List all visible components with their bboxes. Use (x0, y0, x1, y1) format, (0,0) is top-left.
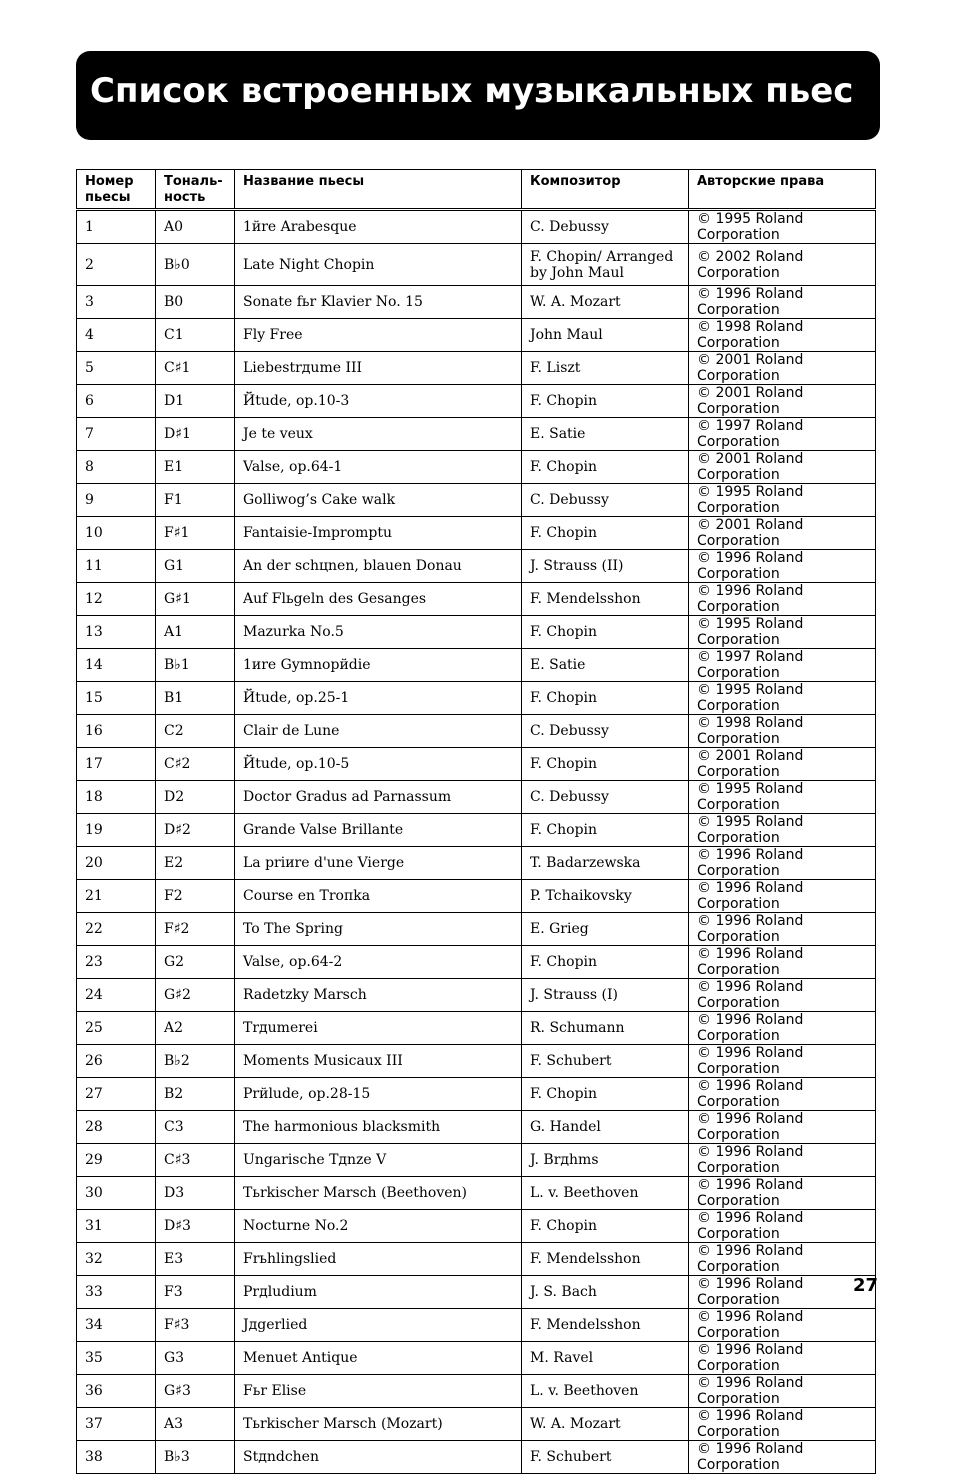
song-key: C♯3 (156, 1144, 235, 1177)
song-copyright: © 1996 Roland Corporation (689, 1408, 876, 1441)
table-row (77, 1243, 876, 1276)
song-copyright: © 2001 Roland Corporation (689, 352, 876, 385)
song-composer: P. Tchaikovsky (522, 880, 689, 913)
song-composer: F. Chopin (522, 1078, 689, 1111)
song-title: Grande Valse Brillante (235, 814, 522, 847)
song-key: C1 (156, 319, 235, 352)
song-key: G♯1 (156, 583, 235, 616)
table-row (77, 847, 876, 880)
song-copyright: © 1995 Roland Corporation (689, 682, 876, 715)
song-key: B♭3 (156, 1441, 235, 1474)
song-title: Course en Troпka (235, 880, 522, 913)
song-key: E2 (156, 847, 235, 880)
table-row (77, 352, 876, 385)
song-number: 33 (77, 1276, 156, 1309)
table-row (77, 1375, 876, 1408)
song-key: G3 (156, 1342, 235, 1375)
song-number: 2 (77, 244, 156, 286)
song-composer: F. Mendelsshon (522, 1309, 689, 1342)
song-composer: F. Chopin (522, 814, 689, 847)
table-row (77, 1408, 876, 1441)
song-title: Je te veux (235, 418, 522, 451)
table-row (77, 1309, 876, 1342)
table-row (77, 1441, 876, 1474)
song-composer: C. Debussy (522, 210, 689, 244)
song-title: 1иre Gymnopйdie (235, 649, 522, 682)
song-title: Liebestrдume III (235, 352, 522, 385)
song-number: 37 (77, 1408, 156, 1441)
song-copyright: © 1996 Roland Corporation (689, 1210, 876, 1243)
song-composer: F. Chopin (522, 682, 689, 715)
song-number: 12 (77, 583, 156, 616)
song-key: A3 (156, 1408, 235, 1441)
song-copyright: © 1998 Roland Corporation (689, 715, 876, 748)
song-copyright: © 1996 Roland Corporation (689, 1342, 876, 1375)
song-number: 34 (77, 1309, 156, 1342)
song-number: 15 (77, 682, 156, 715)
song-number: 26 (77, 1045, 156, 1078)
song-composer: F. Chopin (522, 451, 689, 484)
song-number: 35 (77, 1342, 156, 1375)
song-title: Nocturne No.2 (235, 1210, 522, 1243)
song-copyright: © 1995 Roland Corporation (689, 616, 876, 649)
song-key: D1 (156, 385, 235, 418)
song-number: 3 (77, 286, 156, 319)
song-key: F♯3 (156, 1309, 235, 1342)
table-row (77, 451, 876, 484)
song-key: B♭0 (156, 244, 235, 286)
table-row (77, 1111, 876, 1144)
song-number: 20 (77, 847, 156, 880)
song-composer: F. Chopin (522, 616, 689, 649)
table-row (77, 244, 876, 286)
song-number: 4 (77, 319, 156, 352)
table-row (77, 814, 876, 847)
song-composer: John Maul (522, 319, 689, 352)
song-title: Jдgerlied (235, 1309, 522, 1342)
song-number: 10 (77, 517, 156, 550)
song-composer: J. Strauss (II) (522, 550, 689, 583)
song-composer: E. Satie (522, 649, 689, 682)
song-title: Йtude, op.10-3 (235, 385, 522, 418)
song-copyright: © 1995 Roland Corporation (689, 781, 876, 814)
song-key: G2 (156, 946, 235, 979)
table-row (77, 1078, 876, 1111)
song-copyright: © 1996 Roland Corporation (689, 1045, 876, 1078)
song-title: Йtude, op.10-5 (235, 748, 522, 781)
song-number: 19 (77, 814, 156, 847)
table-row (77, 979, 876, 1012)
song-title: Prдludium (235, 1276, 522, 1309)
song-title: An der schцnen, blauen Donau (235, 550, 522, 583)
song-title: Ungarische Tдnze V (235, 1144, 522, 1177)
table-row (77, 946, 876, 979)
song-number: 1 (77, 210, 156, 244)
song-number: 5 (77, 352, 156, 385)
song-composer: F. Schubert (522, 1441, 689, 1474)
page-title: Список встроенных музыкальных пьес (90, 71, 854, 111)
song-title: Golliwog’s Cake walk (235, 484, 522, 517)
song-key: F♯1 (156, 517, 235, 550)
song-number: 6 (77, 385, 156, 418)
song-title: Prйlude, op.28-15 (235, 1078, 522, 1111)
song-list-table (76, 169, 876, 1474)
song-number: 8 (77, 451, 156, 484)
song-title: Sonate fьr Klavier No. 15 (235, 286, 522, 319)
song-key: B1 (156, 682, 235, 715)
table-row (77, 583, 876, 616)
song-key: D3 (156, 1177, 235, 1210)
song-composer: G. Handel (522, 1111, 689, 1144)
song-number: 24 (77, 979, 156, 1012)
song-copyright: © 1996 Roland Corporation (689, 1375, 876, 1408)
song-composer: J. Strauss (I) (522, 979, 689, 1012)
song-copyright: © 1996 Roland Corporation (689, 286, 876, 319)
song-copyright: © 1996 Roland Corporation (689, 1276, 876, 1309)
song-key: E3 (156, 1243, 235, 1276)
song-key: C♯1 (156, 352, 235, 385)
song-composer: F. Chopin (522, 748, 689, 781)
table-row (77, 1342, 876, 1375)
song-number: 23 (77, 946, 156, 979)
song-copyright: © 1996 Roland Corporation (689, 913, 876, 946)
song-copyright: © 1996 Roland Corporation (689, 583, 876, 616)
song-composer: F. Chopin (522, 517, 689, 550)
song-title: Tьrkischer Marsch (Beethoven) (235, 1177, 522, 1210)
song-copyright: © 1998 Roland Corporation (689, 319, 876, 352)
song-copyright: © 1996 Roland Corporation (689, 946, 876, 979)
table-row (77, 1210, 876, 1243)
song-number: 7 (77, 418, 156, 451)
song-key: D2 (156, 781, 235, 814)
song-key: G♯3 (156, 1375, 235, 1408)
table-row (77, 715, 876, 748)
table-row (77, 418, 876, 451)
song-copyright: © 1996 Roland Corporation (689, 1111, 876, 1144)
table-row (77, 1177, 876, 1210)
song-title: Valse, op.64-2 (235, 946, 522, 979)
table-row (77, 682, 876, 715)
song-title: Clair de Lune (235, 715, 522, 748)
song-copyright: © 1995 Roland Corporation (689, 814, 876, 847)
song-key: F♯2 (156, 913, 235, 946)
song-copyright: © 1996 Roland Corporation (689, 550, 876, 583)
song-number: 14 (77, 649, 156, 682)
song-key: E1 (156, 451, 235, 484)
song-copyright: © 2001 Roland Corporation (689, 451, 876, 484)
table-row (77, 1276, 876, 1309)
song-title: 1йre Arabesque (235, 210, 522, 244)
song-key: G1 (156, 550, 235, 583)
song-key: B♭1 (156, 649, 235, 682)
song-composer: E. Grieg (522, 913, 689, 946)
song-title: Valse, op.64-1 (235, 451, 522, 484)
song-composer: F. Mendelsshon (522, 583, 689, 616)
song-copyright: © 1996 Roland Corporation (689, 1177, 876, 1210)
song-key: B2 (156, 1078, 235, 1111)
table-row (77, 484, 876, 517)
song-composer: F. Chopin (522, 385, 689, 418)
song-composer: R. Schumann (522, 1012, 689, 1045)
song-composer: M. Ravel (522, 1342, 689, 1375)
table-row (77, 517, 876, 550)
title-banner (76, 51, 880, 140)
song-composer: L. v. Beethoven (522, 1177, 689, 1210)
song-number: 38 (77, 1441, 156, 1474)
song-key: B0 (156, 286, 235, 319)
song-key: B♭2 (156, 1045, 235, 1078)
song-copyright: © 1996 Roland Corporation (689, 1012, 876, 1045)
song-copyright: © 1995 Roland Corporation (689, 484, 876, 517)
song-title: Stдndchen (235, 1441, 522, 1474)
song-composer: F. Liszt (522, 352, 689, 385)
song-title: Radetzky Marsch (235, 979, 522, 1012)
song-copyright: © 2001 Roland Corporation (689, 385, 876, 418)
table-header-row (77, 170, 876, 210)
song-copyright: © 1996 Roland Corporation (689, 1144, 876, 1177)
song-composer: L. v. Beethoven (522, 1375, 689, 1408)
song-number: 21 (77, 880, 156, 913)
header-key: Тональ- ность (156, 170, 235, 210)
header-composer: Композитор (522, 170, 689, 210)
song-number: 36 (77, 1375, 156, 1408)
song-composer: F. Chopin (522, 1210, 689, 1243)
table-row (77, 649, 876, 682)
song-key: C2 (156, 715, 235, 748)
song-number: 18 (77, 781, 156, 814)
song-copyright: © 1995 Roland Corporation (689, 210, 876, 244)
song-key: A1 (156, 616, 235, 649)
song-copyright: © 1996 Roland Corporation (689, 847, 876, 880)
song-title: Trдumerei (235, 1012, 522, 1045)
song-title: Fьr Elise (235, 1375, 522, 1408)
song-key: D♯2 (156, 814, 235, 847)
song-copyright: © 1997 Roland Corporation (689, 649, 876, 682)
header-number: Номер пьесы (77, 170, 156, 210)
song-copyright: © 1997 Roland Corporation (689, 418, 876, 451)
song-title: Mazurka No.5 (235, 616, 522, 649)
song-title: Late Night Chopin (235, 244, 522, 286)
song-title: Moments Musicaux III (235, 1045, 522, 1078)
table-row (77, 319, 876, 352)
table-body (77, 210, 876, 1474)
song-composer: C. Debussy (522, 715, 689, 748)
song-title: To The Spring (235, 913, 522, 946)
song-composer: F. Mendelsshon (522, 1243, 689, 1276)
song-copyright: © 1996 Roland Corporation (689, 880, 876, 913)
table-row (77, 748, 876, 781)
song-composer: C. Debussy (522, 484, 689, 517)
song-key: G♯2 (156, 979, 235, 1012)
song-composer: E. Satie (522, 418, 689, 451)
song-copyright: © 2001 Roland Corporation (689, 517, 876, 550)
table-row (77, 1144, 876, 1177)
song-composer: F. Schubert (522, 1045, 689, 1078)
song-title: La priиre d'une Vierge (235, 847, 522, 880)
song-number: 25 (77, 1012, 156, 1045)
song-number: 32 (77, 1243, 156, 1276)
table-row (77, 286, 876, 319)
song-title: Tьrkischer Marsch (Mozart) (235, 1408, 522, 1441)
song-number: 27 (77, 1078, 156, 1111)
header-copyright: Авторские права (689, 170, 876, 210)
song-copyright: © 1996 Roland Corporation (689, 1309, 876, 1342)
song-number: 29 (77, 1144, 156, 1177)
song-key: D♯1 (156, 418, 235, 451)
table-row (77, 550, 876, 583)
song-title: The harmonious blacksmith (235, 1111, 522, 1144)
song-title: Fly Free (235, 319, 522, 352)
header-title: Название пьесы (235, 170, 522, 210)
song-number: 30 (77, 1177, 156, 1210)
song-copyright: © 1996 Roland Corporation (689, 1441, 876, 1474)
table-row (77, 1045, 876, 1078)
song-title: Doctor Gradus ad Parnassum (235, 781, 522, 814)
song-key: F3 (156, 1276, 235, 1309)
song-copyright: © 2002 Roland Corporation (689, 244, 876, 286)
song-number: 11 (77, 550, 156, 583)
song-composer: W. A. Mozart (522, 286, 689, 319)
song-composer: C. Debussy (522, 781, 689, 814)
song-number: 28 (77, 1111, 156, 1144)
table-row (77, 781, 876, 814)
page-number: 27 (852, 1275, 878, 1296)
song-composer: F. Chopin/ Arranged by John Maul (522, 244, 689, 286)
song-key: A2 (156, 1012, 235, 1045)
song-copyright: © 1996 Roland Corporation (689, 979, 876, 1012)
song-number: 9 (77, 484, 156, 517)
song-number: 17 (77, 748, 156, 781)
song-key: F1 (156, 484, 235, 517)
song-copyright: © 1996 Roland Corporation (689, 1243, 876, 1276)
song-title: Fantaisie-Impromptu (235, 517, 522, 550)
table-row (77, 616, 876, 649)
table-row (77, 880, 876, 913)
song-number: 16 (77, 715, 156, 748)
song-number: 31 (77, 1210, 156, 1243)
song-key: C3 (156, 1111, 235, 1144)
song-title: Йtude, op.25-1 (235, 682, 522, 715)
table-row (77, 385, 876, 418)
song-composer: T. Badarzewska (522, 847, 689, 880)
song-number: 13 (77, 616, 156, 649)
song-title: Auf Flьgeln des Gesanges (235, 583, 522, 616)
table-row (77, 913, 876, 946)
song-number: 22 (77, 913, 156, 946)
song-key: D♯3 (156, 1210, 235, 1243)
song-composer: W. A. Mozart (522, 1408, 689, 1441)
song-title: Menuet Antique (235, 1342, 522, 1375)
song-title: Frьhlingslied (235, 1243, 522, 1276)
song-key: F2 (156, 880, 235, 913)
song-composer: F. Chopin (522, 946, 689, 979)
song-copyright: © 1996 Roland Corporation (689, 1078, 876, 1111)
song-key: C♯2 (156, 748, 235, 781)
table-row (77, 1012, 876, 1045)
table-row (77, 210, 876, 244)
song-composer: J. Brдhms (522, 1144, 689, 1177)
song-copyright: © 2001 Roland Corporation (689, 748, 876, 781)
song-composer: J. S. Bach (522, 1276, 689, 1309)
song-key: A0 (156, 210, 235, 244)
